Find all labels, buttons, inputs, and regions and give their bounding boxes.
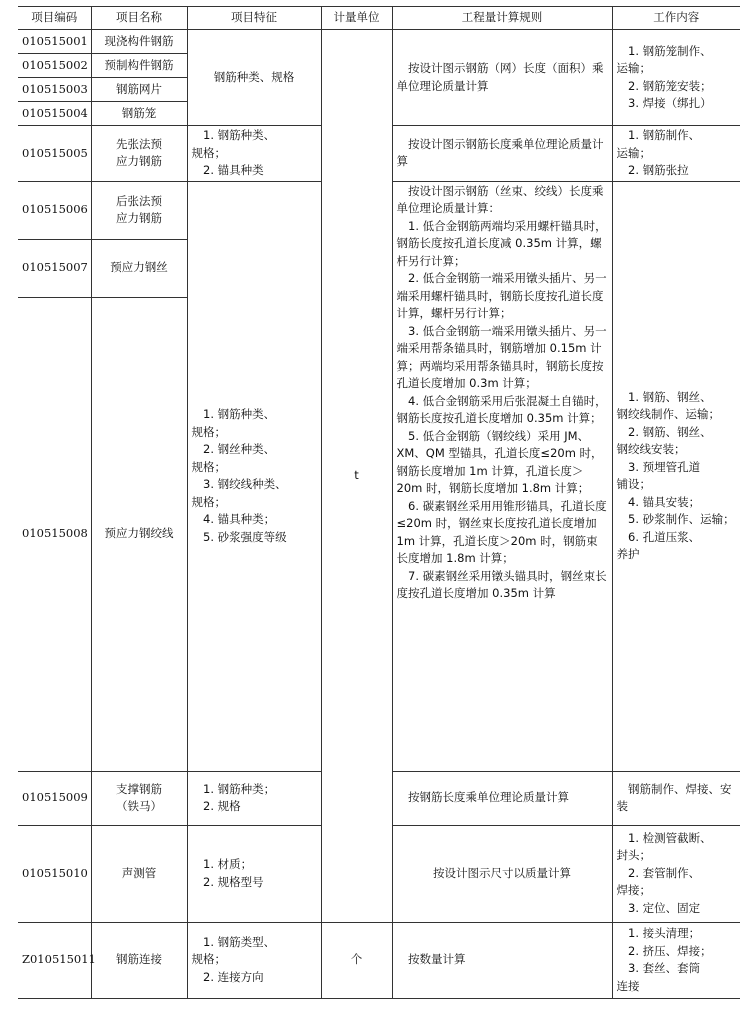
- item-name: 支撑钢筋 （铁马）: [91, 771, 187, 825]
- item-code: 010515007: [18, 239, 91, 297]
- item-code: 010515005: [18, 126, 91, 182]
- header-features: 项目特征: [187, 7, 321, 30]
- header-name: 项目名称: [91, 7, 187, 30]
- item-code: 010515003: [18, 78, 91, 102]
- calc-rule: 按数量计算: [392, 922, 612, 998]
- item-features: 1. 材质； 2. 规格型号: [187, 825, 321, 922]
- item-code: 010515004: [18, 102, 91, 126]
- item-features: 1. 钢筋种类、 规格； 2. 锚具种类: [187, 126, 321, 182]
- item-features: 钢筋种类、规格: [187, 30, 321, 126]
- item-name: 先张法预 应力钢筋: [91, 126, 187, 182]
- header-code: 项目编码: [18, 7, 91, 30]
- bill-of-quantities-table: [18, 6, 740, 999]
- item-name: 钢筋笼: [91, 102, 187, 126]
- item-name: 钢筋连接: [91, 922, 187, 998]
- item-name: 预应力钢丝: [91, 239, 187, 297]
- header-row: [18, 7, 740, 30]
- item-code: 010515010: [18, 825, 91, 922]
- calc-rule: 按钢筋长度乘单位理论质量计算: [392, 771, 612, 825]
- item-code: 010515001: [18, 30, 91, 54]
- item-name: 预制构件钢筋: [91, 54, 187, 78]
- work-content: 1. 接头清理； 2. 挤压、焊接； 3. 套丝、套筒 连接: [612, 922, 740, 998]
- work-content: 1. 检测管截断、 封头； 2. 套管制作、 焊接； 3. 定位、固定: [612, 825, 740, 922]
- work-content: 钢筋制作、焊接、安装: [612, 771, 740, 825]
- table-row: [18, 922, 740, 998]
- item-name: 预应力钢绞线: [91, 297, 187, 771]
- item-name: 声测管: [91, 825, 187, 922]
- calc-rule: 按设计图示尺寸以质量计算: [392, 825, 612, 922]
- work-content: 1. 钢筋笼制作、 运输； 2. 钢筋笼安装； 3. 焊接（绑扎）: [612, 30, 740, 126]
- header-rule: 工程量计算规则: [392, 7, 612, 30]
- item-features: 1. 钢筋种类； 2. 规格: [187, 771, 321, 825]
- item-features: 1. 钢筋类型、 规格； 2. 连接方向: [187, 922, 321, 998]
- item-name: 钢筋网片: [91, 78, 187, 102]
- calc-rule: 按设计图示钢筋（丝束、绞线）长度乘单位理论质量计算： 1. 低合金钢筋两端均采用螺杆锚具时，钢筋长度按孔道长度减 0.35m 计算，螺杆另行计算； 2. 低合金钢筋一端采用镦头插片、另一端采用螺杆锚具时，钢筋长度按孔道长度计算，螺杆另行计算； 3. 低合金钢筋一端采用镦头插片、另一端采用帮条锚具时，钢筋增加 0.15m 计算；两端均采用帮条锚具时，钢筋长度按孔道长度增加 0.3m 计算； 4. 低合金钢筋采用后张混凝土自锚时，钢筋长度按孔道长度增加 0.35m 计算； 5. 低合金钢筋（钢绞线）采用 JM、XM、QM 型锚具，孔道长度≤20m 时，钢筋长度增加 1m 计算，孔道长度＞20m 时，钢筋长度增加 1.8m 计算； 6. 碳素钢丝采用用锥形锚具，孔道长度≤20m 时，钢丝束长度按孔道长度增加 1m 计算，孔道长度＞20m 时，钢筋束长度增加 1.8m 计算； 7. 碳素钢丝采用镦头锚具时，钢丝束长度按孔道长度增加 0.35m 计算: [392, 181, 612, 771]
- item-code: 010515002: [18, 54, 91, 78]
- item-code: Z010515011: [18, 922, 91, 998]
- calc-rule: 按设计图示钢筋（网）长度（面积）乘单位理论质量计算: [392, 30, 612, 126]
- item-features: 1. 钢筋种类、 规格； 2. 钢丝种类、 规格； 3. 钢绞线种类、 规格； 4. 锚具种类； 5. 砂浆强度等级: [187, 181, 321, 771]
- header-work: 工作内容: [612, 7, 740, 30]
- calc-rule: 按设计图示钢筋长度乘单位理论质量计算: [392, 126, 612, 182]
- item-code: 010515006: [18, 181, 91, 239]
- item-name: 现浇构件钢筋: [91, 30, 187, 54]
- work-content: 1. 钢筋、钢丝、 钢绞线制作、运输； 2. 钢筋、钢丝、 钢绞线安装； 3. 预埋管孔道 铺设； 4. 锚具安装； 5. 砂浆制作、运输； 6. 孔道压浆、 养护: [612, 181, 740, 771]
- item-code: 010515009: [18, 771, 91, 825]
- unit-cell: 个: [321, 922, 392, 998]
- work-content: 1. 钢筋制作、 运输； 2. 钢筋张拉: [612, 126, 740, 182]
- header-unit: 计量单位: [321, 7, 392, 30]
- item-code: 010515008: [18, 297, 91, 771]
- unit-cell: t: [321, 30, 392, 923]
- item-name: 后张法预 应力钢筋: [91, 181, 187, 239]
- table-row: [18, 30, 740, 54]
